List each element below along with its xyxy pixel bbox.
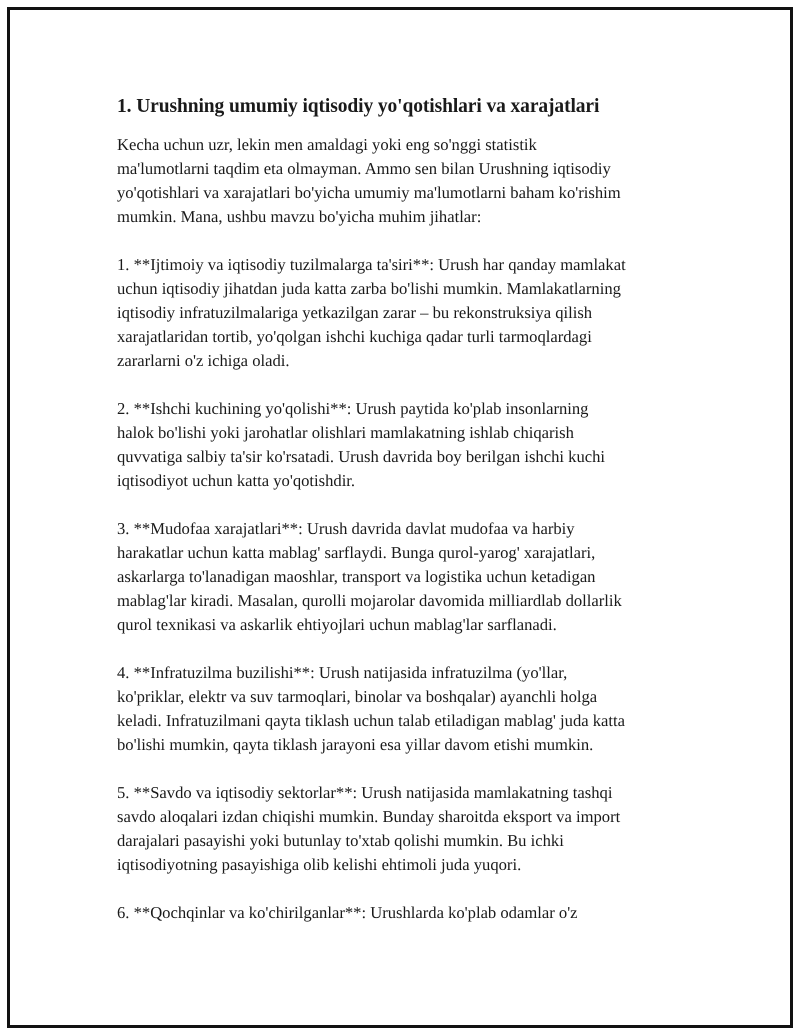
text-line: 6. **Qochqinlar va ko'chirilganlar**: Urushlarda ko'plab odamlar o'z (117, 903, 578, 922)
paragraph-gap (117, 229, 692, 253)
paragraph-gap (117, 373, 692, 397)
text-line: zararlarni o'z ichiga oladi. (117, 351, 290, 370)
text-line: keladi. Infratuzilmani qayta tiklash uchun talab etiladigan mablag' juda katta (117, 711, 625, 730)
text-line: 1. **Ijtimoiy va iqtisodiy tuzilmalarga ta'siri**: Urush har qanday mamlakat (117, 255, 626, 274)
text-line: iqtisodiy infratuzilmalariga yetkazilgan zarar – bu rekonstruksiya qilish (117, 303, 593, 322)
list-item-paragraph (117, 781, 692, 877)
text-line: iqtisodiyot uchun katta yo'qotishdir. (117, 471, 356, 490)
text-line: qurol texnikasi va askarlik ehtiyojlari uchun mablag'lar sarflanadi. (117, 615, 557, 634)
text-line: iqtisodiyotning pasayishiga olib kelishi ehtimoli juda yuqori. (117, 855, 522, 874)
text-line: yo'qotishlari va xarajatlari bo'yicha umumiy ma'lumotlarni baham ko'rishim (117, 183, 621, 202)
text-line: bo'lishi mumkin, qayta tiklash jarayoni esa yillar davom etishi mumkin. (117, 735, 594, 754)
text-line: savdo aloqalari izdan chiqishi mumkin. Bunday sharoitda eksport va import (117, 807, 621, 826)
text-line: askarlarga to'lanadigan maoshlar, transport va logistika uchun ketadigan (117, 567, 596, 586)
text-line: ko'priklar, elektr va suv tarmoqlari, binolar va boshqalar) ayanchli holga (117, 687, 598, 706)
text-line: harakatlar uchun katta mablag' sarflaydi. Bunga qurol-yarog' xarajatlari, (117, 543, 596, 562)
paragraph-gap (117, 757, 692, 781)
text-line: mumkin. Mana, ushbu mavzu bo'yicha muhim jihatlar: (117, 207, 482, 226)
list-item-paragraph (117, 253, 692, 373)
text-line: Kecha uchun uzr, lekin men amaldagi yoki eng so'nggi statistik (117, 135, 537, 154)
text-line: mablag'lar kiradi. Masalan, qurolli mojarolar davomida milliardlab dollarlik (117, 591, 622, 610)
text-line: quvvatiga salbiy ta'sir ko'rsatadi. Urush davrida boy berilgan ishchi kuchi (117, 447, 606, 466)
list-item-paragraph (117, 901, 692, 925)
intro-paragraph (117, 133, 692, 229)
text-line: ma'lumotlarni taqdim eta olmayman. Ammo sen bilan Urushning iqtisodiy (117, 159, 611, 178)
text-line: 5. **Savdo va iqtisodiy sektorlar**: Urush natijasida mamlakatning tashqi (117, 783, 613, 802)
paragraph-gap (117, 637, 692, 661)
list-item-paragraph (117, 661, 692, 757)
text-line: darajalari pasayishi yoki butunlay to'xtab qolishi mumkin. Bu ichki (117, 831, 564, 850)
text-line: halok bo'lishi yoki jarohatlar olishlari mamlakatning ishlab chiqarish (117, 423, 574, 442)
list-item-paragraph (117, 517, 692, 637)
text-line: uchun iqtisodiy jihatdan juda katta zarba bo'lishi mumkin. Mamlakatlarning (117, 279, 621, 298)
list-item-paragraph (117, 397, 692, 493)
paragraph-list (117, 133, 692, 925)
document-title: 1. Urushning umumiy iqtisodiy yo'qotishlari va xarajatlari (117, 96, 600, 117)
text-line: 4. **Infratuzilma buzilishi**: Urush natijasida infratuzilma (yo'llar, (117, 663, 568, 682)
paragraph-gap (117, 877, 692, 901)
text-line: 2. **Ishchi kuchining yo'qolishi**: Urush paytida ko'plab insonlarning (117, 399, 589, 418)
text-line: 3. **Mudofaa xarajatlari**: Urush davrida davlat mudofaa va harbiy (117, 519, 575, 538)
paragraph-gap (117, 493, 692, 517)
document-body (117, 94, 692, 925)
text-line: xarajatlaridan tortib, yo'qolgan ishchi kuchiga qadar turli tarmoqlardagi (117, 327, 592, 346)
